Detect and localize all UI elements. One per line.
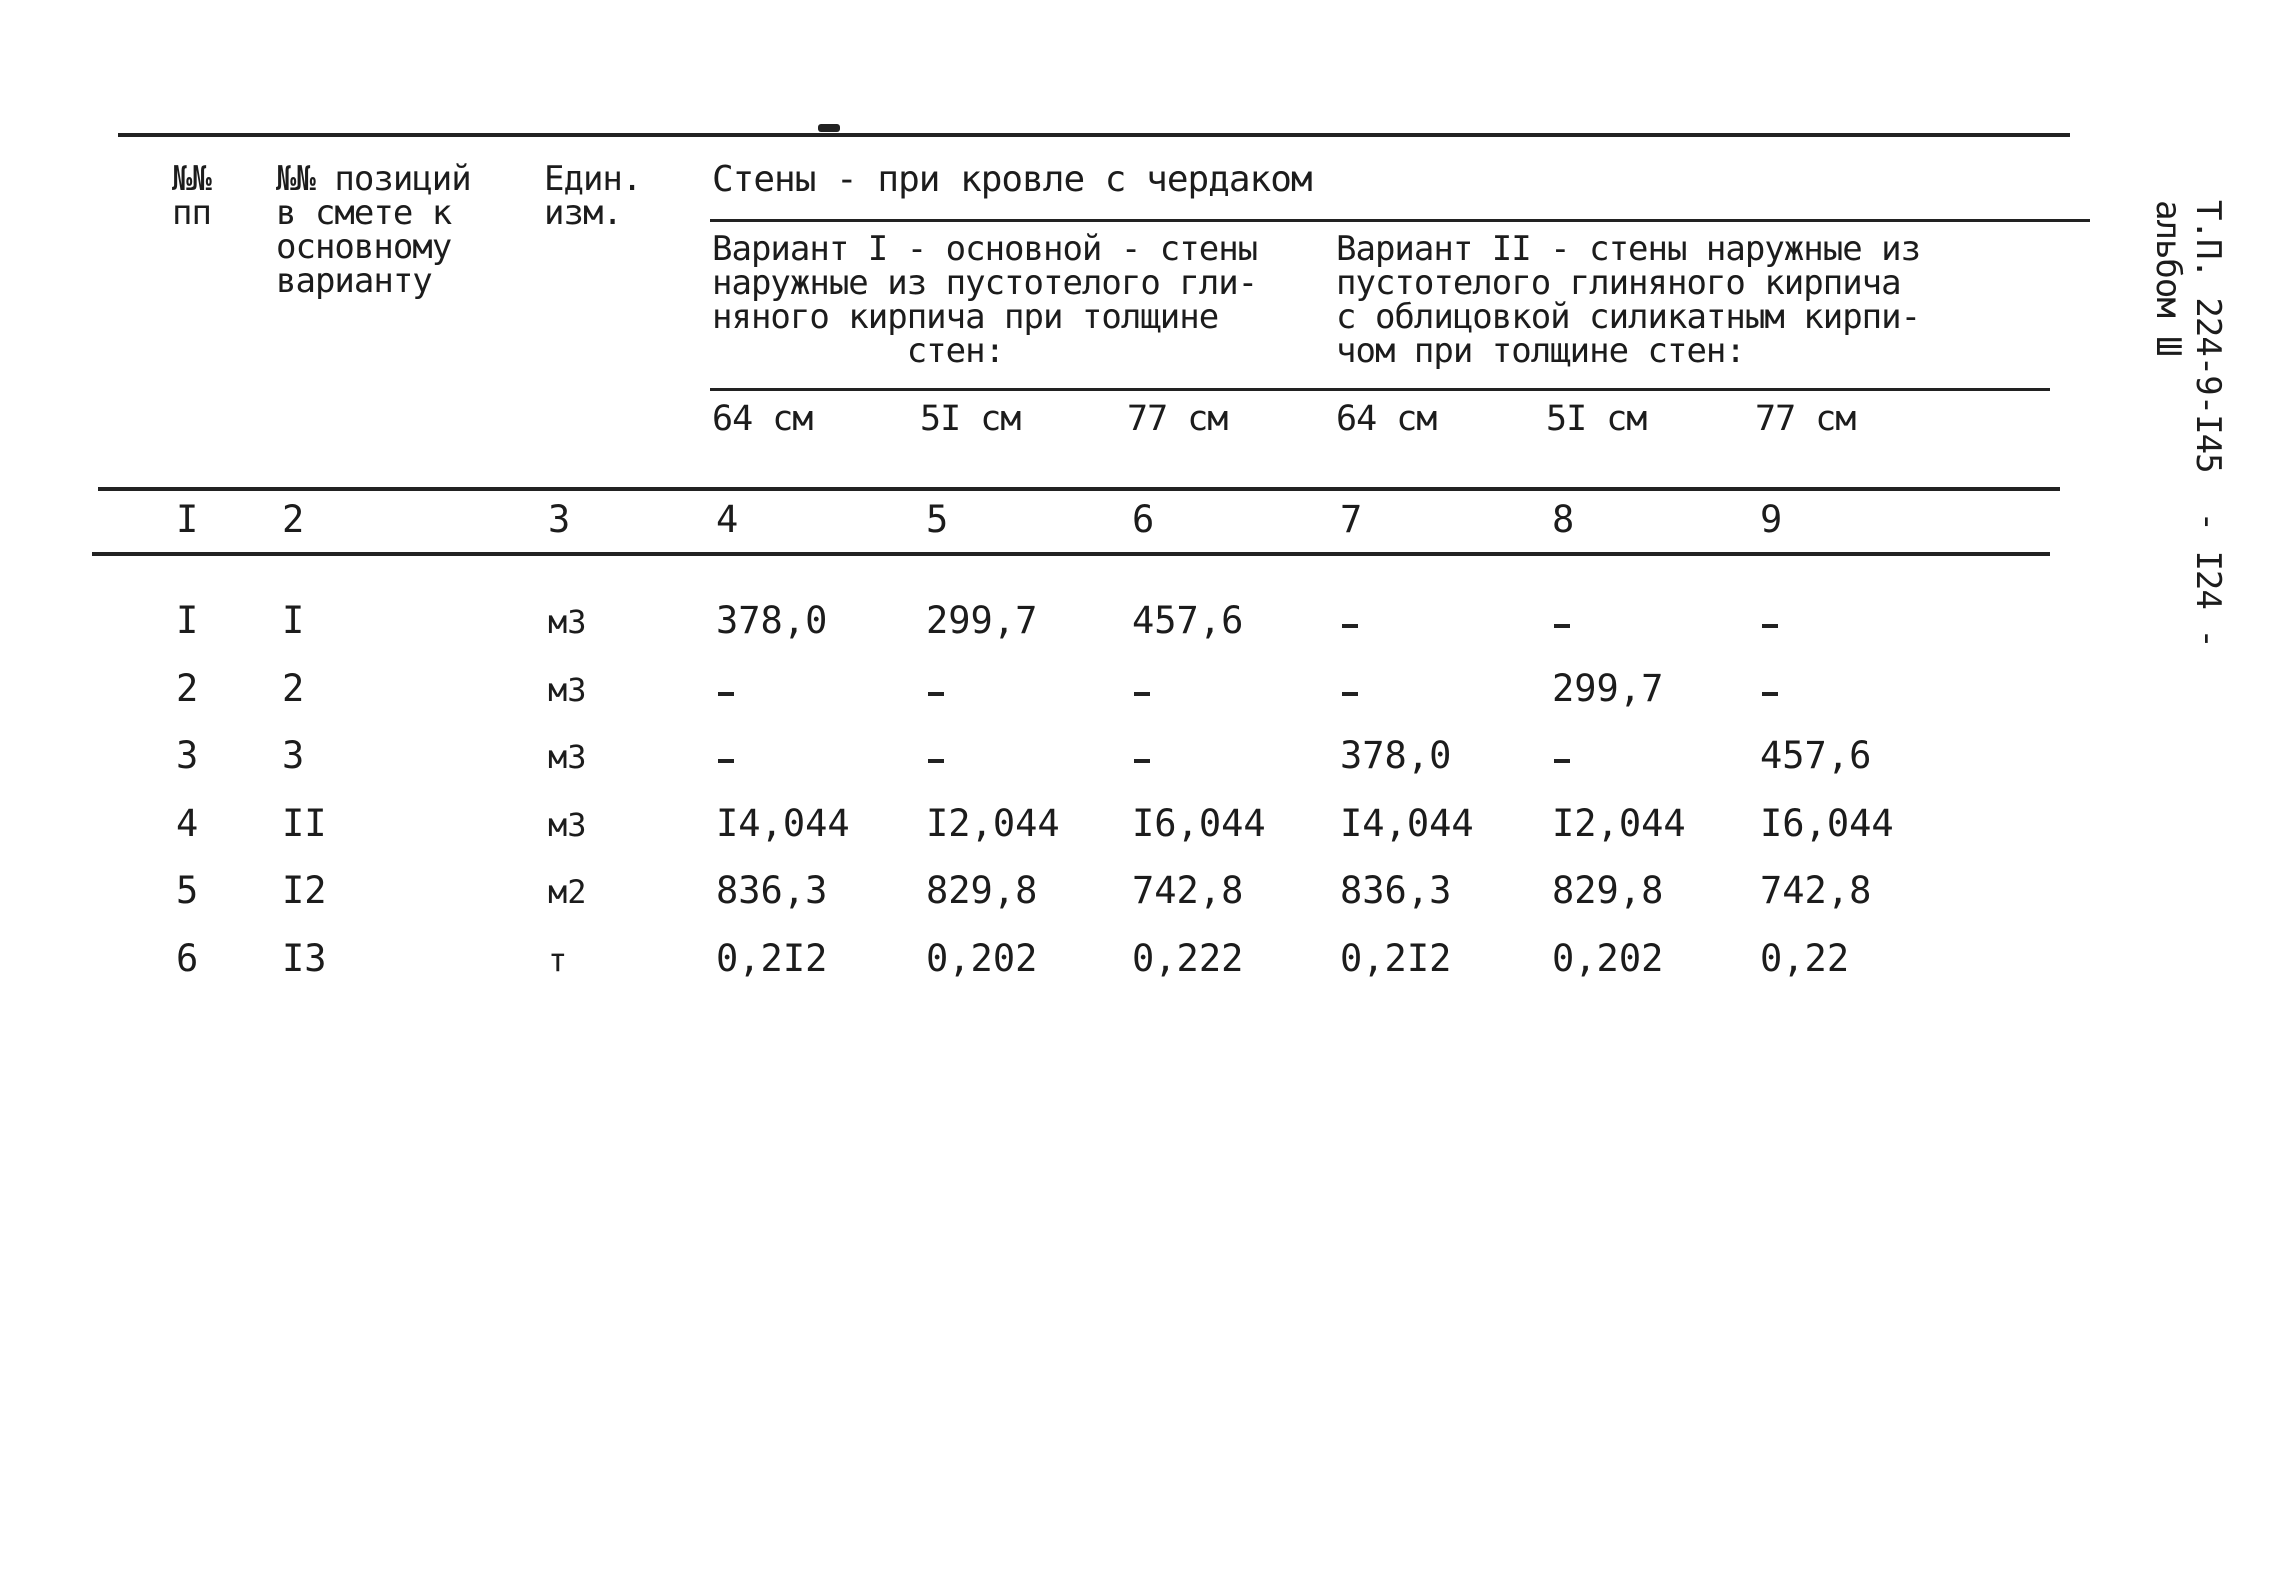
cell-value: 829,8 (1552, 869, 1664, 912)
cell-value (926, 737, 948, 774)
cell-value: I4,044 (716, 801, 850, 845)
cell-unit: м3 (548, 670, 587, 709)
table-top-rule (118, 133, 2070, 137)
header-thickness: 64 см (712, 399, 813, 439)
column-number: 5 (926, 498, 949, 541)
cell-value: 299,7 (926, 599, 1038, 642)
cell-value: 0,202 (1552, 936, 1664, 980)
cell-value (1340, 670, 1362, 707)
cell-unit: м3 (548, 738, 587, 776)
column-number: 4 (716, 498, 739, 541)
cell-value (1760, 670, 1782, 707)
column-number: 7 (1340, 498, 1363, 541)
cell-value (1340, 602, 1362, 639)
cell-value: 457,6 (1132, 599, 1244, 642)
cell-unit: м3 (548, 805, 587, 844)
cell-unit: м2 (548, 873, 587, 911)
side-label-text: Т.П. 224-9-I45 - I24 - альбом Ш (2148, 200, 2228, 648)
cell-value: 829,8 (926, 869, 1038, 912)
cell-position: I3 (282, 936, 327, 980)
cell-value: 0,2I2 (716, 936, 828, 980)
column-number: 8 (1552, 498, 1575, 541)
header-thickness: 77 см (1755, 399, 1856, 439)
cell-value: 742,8 (1760, 869, 1872, 912)
cell-value: 0,22 (1760, 936, 1850, 980)
cell-value: I6,044 (1132, 801, 1266, 845)
cell-value: 378,0 (716, 599, 828, 642)
cell-value: I2,044 (926, 801, 1060, 845)
column-number: 6 (1132, 498, 1155, 541)
header-variant-1: Вариант I - основной - стены наружные из пустотелого гли- няного кирпича при толщине стен: (712, 229, 1258, 371)
cell-value: 0,202 (926, 936, 1038, 980)
cell-pp: I (176, 599, 199, 642)
cell-value: 836,3 (716, 869, 828, 912)
header-thickness: 5I см (920, 399, 1021, 439)
column-number: I (176, 498, 199, 541)
cell-pp: 4 (176, 801, 199, 845)
header-bottom-rule (98, 487, 2060, 491)
cell-position: 2 (282, 666, 305, 710)
column-number: 9 (1760, 498, 1783, 541)
cell-pp: 3 (176, 734, 199, 777)
cell-value: I6,044 (1760, 801, 1894, 845)
cell-position: I (282, 599, 305, 642)
cell-value: I4,044 (1340, 801, 1474, 845)
cell-value: 0,2I2 (1340, 936, 1452, 980)
header-thickness: 64 см (1336, 399, 1437, 439)
cell-value (716, 670, 738, 707)
cell-value: 378,0 (1340, 734, 1452, 777)
cell-value: I2,044 (1552, 801, 1686, 845)
cell-pp: 2 (176, 666, 199, 710)
header-positions: №№ позиций в смете к основному варианту (276, 159, 471, 301)
cell-value (926, 670, 948, 707)
cell-position: I2 (282, 869, 327, 912)
header-thickness: 5I см (1546, 399, 1647, 439)
group-title-rule (710, 219, 2090, 222)
header-thickness: 77 см (1127, 399, 1228, 439)
cell-value: 742,8 (1132, 869, 1244, 912)
cell-value: 0,222 (1132, 936, 1244, 980)
cell-unit: т (548, 940, 568, 979)
column-number: 3 (548, 498, 571, 541)
cell-value (1760, 602, 1782, 639)
header-variant-2: Вариант II - стены наружные из пустотелого глиняного кирпича с облицовкой силикатным кирпи- чом при толщине стен: (1336, 229, 1921, 371)
cell-value (1552, 737, 1574, 774)
variant-rule (710, 388, 2050, 391)
cell-position: 3 (282, 734, 305, 777)
cell-value (716, 737, 738, 774)
cell-value (1552, 602, 1574, 639)
header-pp: №№ пп (172, 159, 211, 233)
column-numbers-rule (92, 552, 2050, 556)
cell-value (1132, 737, 1154, 774)
side-label (2118, 200, 2238, 900)
column-number: 2 (282, 498, 305, 541)
cell-value: 457,6 (1760, 734, 1872, 777)
header-group-title: Стены - при кровле с чердаком (712, 159, 1312, 200)
cell-pp: 5 (176, 869, 199, 912)
top-rule-mark (818, 124, 840, 132)
cell-pp: 6 (176, 936, 199, 980)
cell-value: 299,7 (1552, 666, 1664, 710)
cell-unit: м3 (548, 603, 587, 641)
cell-value (1132, 670, 1154, 707)
cell-value: 836,3 (1340, 869, 1452, 912)
cell-position: II (282, 801, 327, 845)
header-unit: Един. изм. (544, 159, 642, 233)
